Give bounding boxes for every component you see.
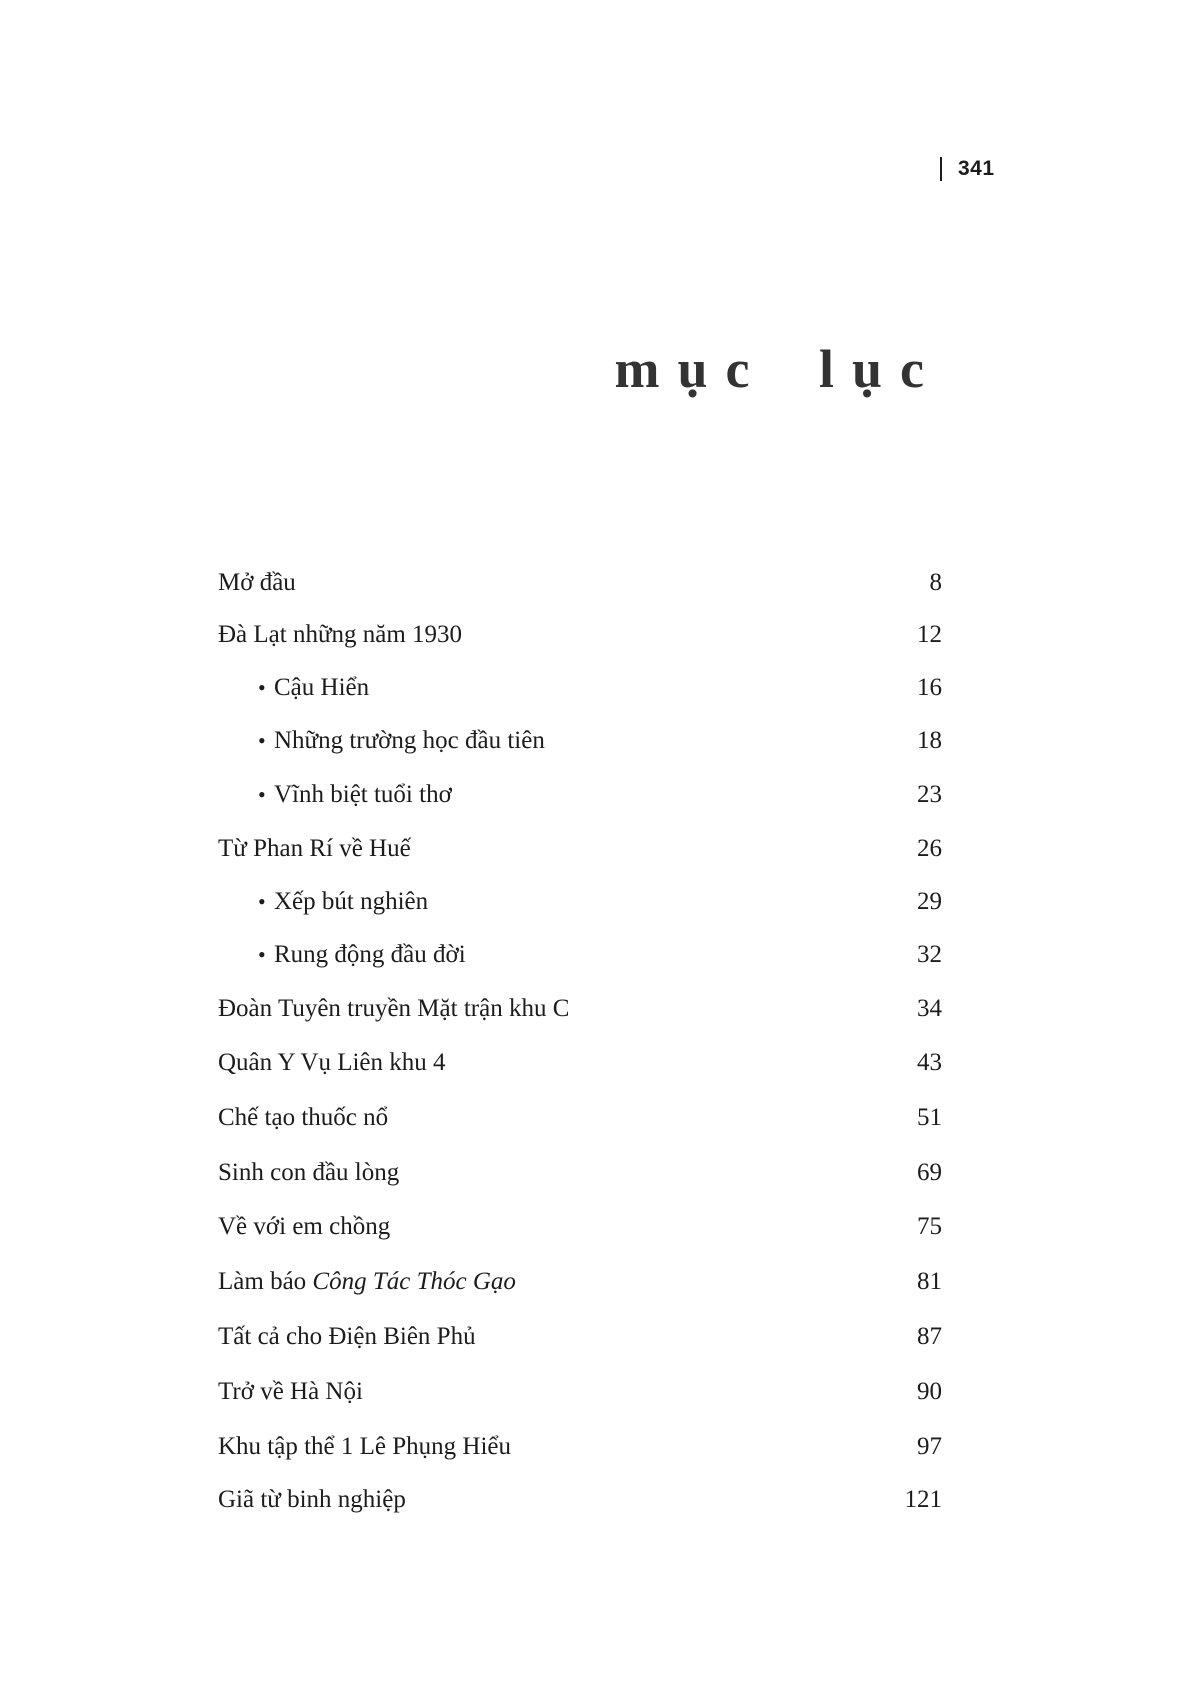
toc-entry[interactable] bbox=[0, 1046, 1190, 1080]
toc-subentry-label: Xếp bút nghiên bbox=[274, 888, 429, 915]
toc-entry[interactable] bbox=[0, 1210, 1190, 1244]
toc-entry-label: Đoàn Tuyên truyền Mặt trận khu C bbox=[218, 995, 570, 1022]
bullet-icon: • bbox=[258, 889, 266, 914]
toc-entry-page: 12 bbox=[917, 621, 942, 648]
toc-entry-label: Trở về Hà Nội bbox=[218, 1378, 363, 1405]
toc-entry-label: Từ Phan Rí về Huế bbox=[218, 835, 411, 862]
toc-entry[interactable] bbox=[0, 1430, 1190, 1464]
bullet-icon: • bbox=[258, 942, 266, 967]
toc-entry-label: Mở đầu bbox=[218, 569, 296, 596]
toc-entry-page: 87 bbox=[917, 1323, 942, 1350]
toc-entry[interactable] bbox=[0, 992, 1190, 1026]
page-title: mục lục bbox=[614, 339, 942, 399]
toc-entry[interactable] bbox=[0, 1483, 1190, 1517]
toc-entry-page: 97 bbox=[917, 1433, 942, 1460]
toc-entry-page: 121 bbox=[904, 1486, 942, 1513]
toc-subentry-label: Rung động đầu đời bbox=[274, 941, 466, 968]
toc-entry-label: Chế tạo thuốc nổ bbox=[218, 1104, 389, 1131]
toc-subentry-label: Vĩnh biệt tuổi thơ bbox=[274, 781, 452, 808]
toc-entry-page: 18 bbox=[917, 727, 942, 754]
toc-entry-page: 75 bbox=[917, 1213, 942, 1240]
toc-entry-page: 16 bbox=[917, 674, 942, 701]
toc-entry-page: 23 bbox=[917, 781, 942, 808]
toc-entry-label bbox=[218, 1265, 516, 1299]
toc-entry-label: Quân Y Vụ Liên khu 4 bbox=[218, 1049, 446, 1076]
toc-entry-page: 90 bbox=[917, 1378, 942, 1405]
toc-subentry[interactable] bbox=[0, 671, 1190, 705]
toc-entry-page: 32 bbox=[917, 941, 942, 968]
bullet-icon: • bbox=[258, 782, 266, 807]
toc-entry[interactable] bbox=[0, 618, 1190, 652]
toc-entry[interactable] bbox=[0, 566, 1190, 600]
toc-entry-label: Khu tập thể 1 Lê Phụng Hiểu bbox=[218, 1433, 512, 1460]
toc-entry[interactable] bbox=[0, 1320, 1190, 1354]
toc-entry[interactable] bbox=[0, 832, 1190, 866]
toc-subentry[interactable] bbox=[0, 724, 1190, 758]
toc-subentry[interactable] bbox=[0, 778, 1190, 812]
toc-entry[interactable] bbox=[0, 1265, 1190, 1299]
toc-subentry[interactable] bbox=[0, 885, 1190, 919]
toc-entry-label-italic: Công Tác Thóc Gạo bbox=[312, 1268, 516, 1295]
toc-subentry-label: Cậu Hiển bbox=[274, 674, 370, 701]
toc-entry-page: 29 bbox=[917, 888, 942, 915]
toc-entry-page: 81 bbox=[917, 1268, 942, 1295]
bullet-icon: • bbox=[258, 728, 266, 753]
bullet-icon: • bbox=[258, 675, 266, 700]
toc-entry-page: 43 bbox=[917, 1049, 942, 1076]
toc-entry-label: Đà Lạt những năm 1930 bbox=[218, 621, 463, 648]
toc-subentry-label: Những trường học đầu tiên bbox=[274, 727, 545, 754]
toc-entry-page: 26 bbox=[917, 835, 942, 862]
toc-subentry[interactable] bbox=[0, 938, 1190, 972]
toc-entry-page: 8 bbox=[929, 569, 942, 596]
toc-entry-page: 34 bbox=[917, 995, 942, 1022]
toc-entry-label: Giã từ binh nghiệp bbox=[218, 1486, 406, 1513]
toc-entry-label-prefix: Làm báo bbox=[218, 1268, 313, 1295]
toc-entry-label: Về với em chồng bbox=[218, 1213, 391, 1240]
toc-entry[interactable] bbox=[0, 1101, 1190, 1135]
toc-entry[interactable] bbox=[0, 1375, 1190, 1409]
toc-entry-label: Sinh con đầu lòng bbox=[218, 1159, 400, 1186]
toc-entry-page: 51 bbox=[917, 1104, 942, 1131]
toc-entry-label: Tất cả cho Điện Biên Phủ bbox=[218, 1323, 476, 1350]
page-number-value: 341 bbox=[958, 157, 995, 180]
toc-entry[interactable] bbox=[0, 1156, 1190, 1190]
toc-entry-page: 69 bbox=[917, 1159, 942, 1186]
